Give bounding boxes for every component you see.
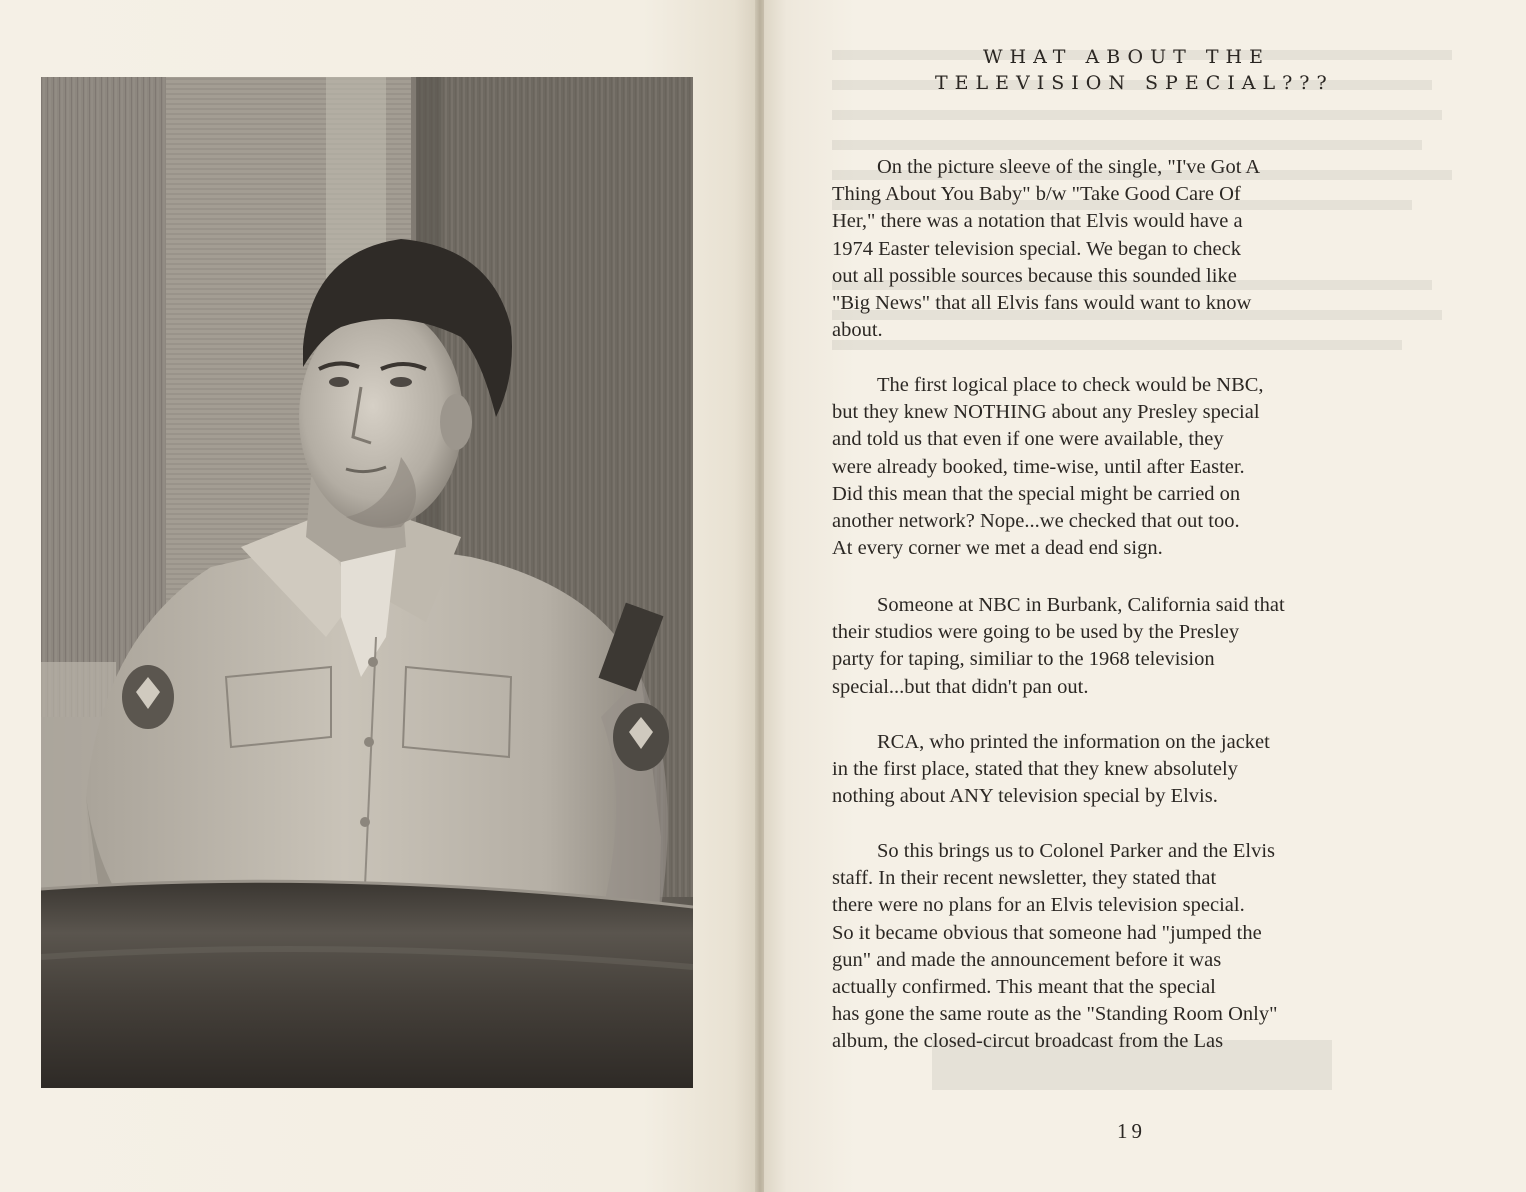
paragraph [832, 592, 1492, 701]
text-line: another network? Nope...we checked that out too. [832, 510, 1240, 533]
text-line: The first logical place to check would be NBC, [877, 374, 1264, 396]
text-line: out all possible sources because this sounded like [832, 264, 1237, 287]
text-line: about. [832, 319, 883, 342]
text-line: RCA, who printed the information on the jacket [877, 731, 1270, 753]
article-title-line-2: TELEVISION SPECIAL??? [935, 72, 1334, 94]
paragraph [832, 154, 1492, 344]
portrait-photo [41, 77, 693, 1088]
text-line: Her," there was a notation that Elvis would have a [832, 210, 1243, 233]
text-line: "Big News" that all Elvis fans would want to know [832, 292, 1252, 315]
text-line: their studios were going to be used by the Presley [832, 621, 1240, 644]
text-line: but they knew NOTHING about any Presley special [832, 401, 1260, 424]
text-line: has gone the same route as the "Standing Room Only" [832, 1003, 1278, 1026]
left-page [0, 0, 757, 1192]
text-line: On the picture sleeve of the single, "I've Got A [877, 156, 1261, 178]
text-line: staff. In their recent newsletter, they stated that [832, 867, 1217, 890]
text-line: album, the closed-circut broadcast from the Las [832, 1030, 1224, 1053]
text-line: party for taping, similiar to the 1968 television [832, 648, 1215, 671]
text-line: Someone at NBC in Burbank, California said that [877, 594, 1285, 616]
text-line: there were no plans for an Elvis television special. [832, 894, 1245, 917]
text-line: Thing About You Baby" b/w "Take Good Care Of [832, 183, 1241, 206]
text-line: At every corner we met a dead end sign. [832, 537, 1163, 560]
article-title-line-1: WHAT ABOUT THE [983, 46, 1270, 68]
paragraph [832, 838, 1492, 1056]
text-line: Did this mean that the special might be carried on [832, 482, 1241, 505]
text-line: special...but that didn't pan out. [832, 675, 1089, 698]
text-line: actually confirmed. This meant that the special [832, 976, 1216, 999]
text-line: So this brings us to Colonel Parker and the Elvis [877, 840, 1276, 862]
page-number: 19 [1117, 1119, 1146, 1143]
text-line: and told us that even if one were available, they [832, 428, 1224, 451]
text-line: 1974 Easter television special. We began to check [832, 237, 1241, 260]
paragraph [832, 372, 1492, 562]
text-line: in the first place, stated that they knew absolutely [832, 758, 1238, 781]
text-line: were already booked, time-wise, until after Easter. [832, 455, 1245, 478]
text-line: gun" and made the announcement before it was [832, 948, 1222, 971]
text-line: nothing about ANY television special by Elvis. [832, 785, 1218, 808]
portrait-image [41, 77, 693, 1088]
paragraph [832, 729, 1492, 811]
text-line: So it became obvious that someone had "jumped the [832, 921, 1262, 944]
